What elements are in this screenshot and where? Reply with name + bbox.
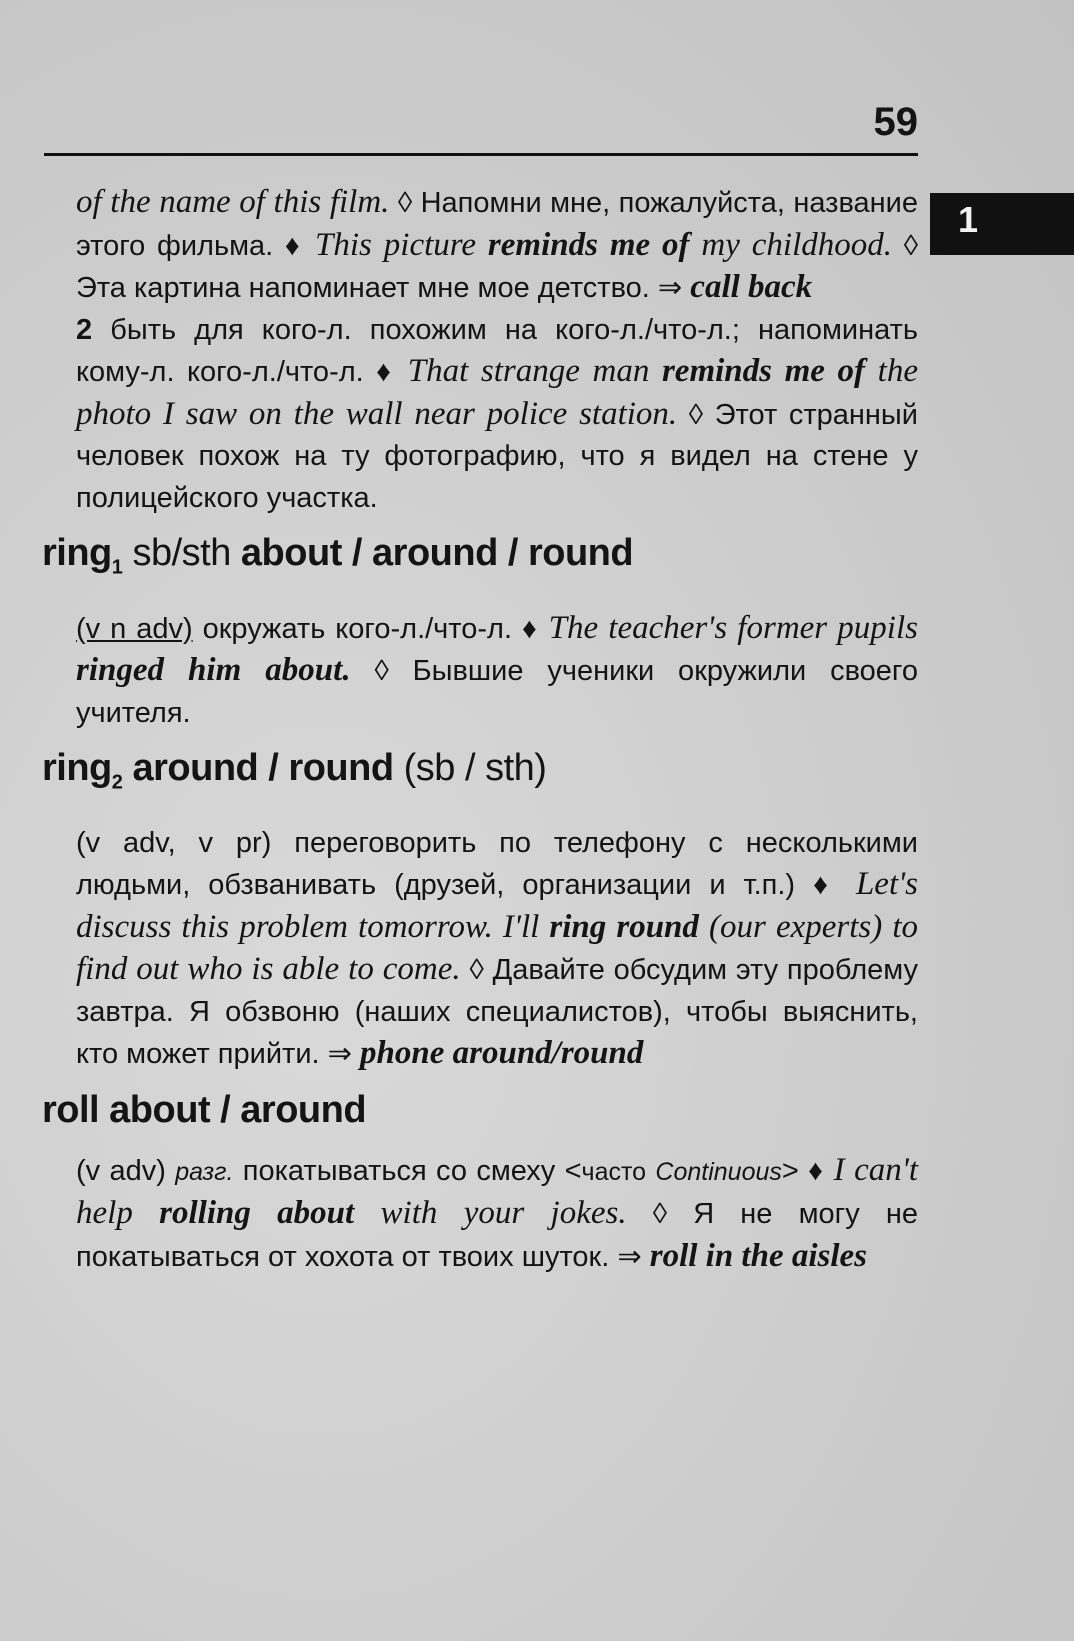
sense-number: 2 xyxy=(76,313,93,346)
cross-reference-arrow-icon: ⇒ xyxy=(327,1038,352,1071)
example-marker-icon: ♦ xyxy=(808,1154,825,1187)
entry-ring-1-body xyxy=(76,608,918,735)
example-text: This picture reminds me of my childhood. xyxy=(315,226,892,263)
cross-reference: roll in the aisles xyxy=(649,1237,868,1274)
grammar-pattern: (v n adv) xyxy=(76,612,193,645)
translation-text: Давайте обсудим эту проблему завтра. Я обзвоню (наших специалистов), чтобы выяснить, кто может прийти. xyxy=(76,954,919,1071)
translation-marker-icon: ◊ xyxy=(688,398,704,431)
example-marker-icon: ♦ xyxy=(376,356,396,388)
cross-reference-arrow-icon: ⇒ xyxy=(657,272,683,304)
cross-reference-arrow-icon: ⇒ xyxy=(617,1240,642,1273)
translation-text: Напомни мне, пожалуйста, название этого фильма. xyxy=(76,187,919,262)
cross-reference: phone around/round xyxy=(360,1035,644,1072)
entry-continuation xyxy=(76,182,918,310)
definition: переговорить по телефону с несколькими людьми, обзванивать (друзей, организации и т.п.) xyxy=(76,826,918,902)
cross-reference: call back xyxy=(690,269,813,305)
header-rule xyxy=(44,153,918,156)
translation-marker-icon: ◊ xyxy=(374,655,389,688)
translation-text: Эта картина напоминает мне мое детство. xyxy=(76,272,650,304)
entry-ring-2-body xyxy=(76,823,918,1076)
translation-text: Бывшие ученики окружили своего учителя. xyxy=(76,655,918,729)
translation-marker-icon: ◊ xyxy=(652,1198,668,1231)
example-marker-icon: ♦ xyxy=(813,869,838,902)
grammar-pattern: (v adv, v pr) xyxy=(76,826,272,859)
chapter-tab-number: 1 xyxy=(958,199,979,240)
usage-label: разг. xyxy=(175,1157,234,1186)
example-text: of the name of this film. xyxy=(76,184,390,220)
example-marker-icon: ♦ xyxy=(284,229,304,262)
example-text: Let's discuss this problem tomorrow. I'll ring round (our experts) to find out who is able to come. xyxy=(76,866,919,988)
definition: быть для кого-л. похожим на кого-л./что-л.; напоминать кому-л. кого-л./что-л. xyxy=(76,313,918,388)
definition: окружать кого-л./что-л. xyxy=(202,612,513,645)
headword-roll: roll about / around xyxy=(42,1088,367,1131)
example-marker-icon: ♦ xyxy=(521,612,539,645)
translation-text: Я не могу не покатываться от хохота от твоих шуток. xyxy=(76,1198,918,1273)
translation-marker-icon: ◊ xyxy=(469,954,484,987)
headword-ring-2: ring$_2$ around / round (sb / sth) xyxy=(42,747,547,794)
dictionary-content xyxy=(42,182,918,1278)
usage-note: <часто Continuous> xyxy=(564,1154,799,1187)
page-number: 59 xyxy=(873,100,918,144)
example-text: I can't help rolling about with your jokes. xyxy=(76,1151,918,1232)
chapter-tab xyxy=(930,193,1074,255)
grammar-pattern: (v adv) xyxy=(76,1154,166,1187)
sense-2 xyxy=(76,310,918,520)
translation-marker-icon: ◊ xyxy=(397,187,413,219)
headword-ring-1: ring$_1$ sb/sth about / around / round xyxy=(42,532,634,579)
translation-text: Этот странный человек похож на ту фотографию, что я видел на стене у полицейского участка. xyxy=(76,398,918,514)
example-text: That strange man reminds me of the photo I saw on the wall near police station. xyxy=(76,353,918,432)
example-text: The teacher's former pupils ringed him about. xyxy=(76,609,918,689)
translation-marker-icon: ◊ xyxy=(903,229,919,262)
definition: покатываться со смеху xyxy=(242,1154,556,1187)
entry-roll-body xyxy=(76,1150,918,1279)
